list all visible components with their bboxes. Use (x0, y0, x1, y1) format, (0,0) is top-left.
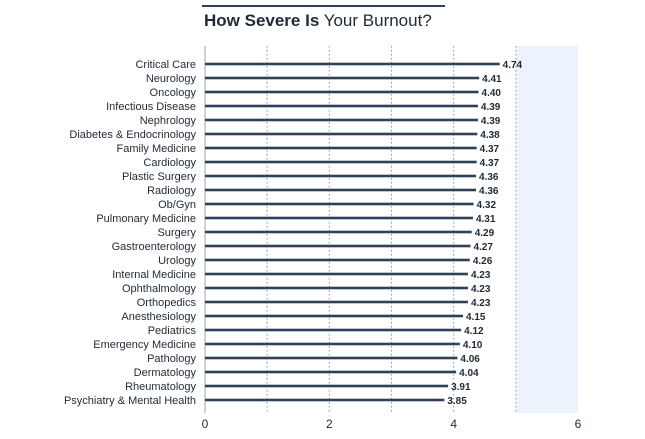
value-label: 4.39 (480, 102, 501, 113)
category-label: Gastroenterology (111, 241, 196, 253)
bar (205, 63, 500, 66)
value-label: 4.40 (481, 88, 502, 99)
category-label: Neurology (145, 73, 196, 85)
value-label: 4.32 (476, 200, 497, 211)
bar (205, 91, 479, 94)
category-label: Psychiatry & Mental Health (63, 395, 196, 407)
value-label: 4.10 (462, 340, 483, 351)
category-label: Rheumatology (125, 381, 196, 393)
category-label: Orthopedics (136, 297, 196, 309)
bar (205, 301, 468, 304)
value-label: 4.39 (480, 116, 501, 127)
bar (205, 119, 478, 122)
bar (205, 231, 472, 234)
bar (205, 273, 468, 276)
value-label: 4.26 (472, 256, 493, 267)
bar (205, 385, 448, 388)
value-label: 4.23 (470, 284, 491, 295)
value-label: 3.91 (451, 382, 471, 393)
value-label: 4.36 (479, 172, 499, 183)
bar (205, 245, 470, 248)
category-label: Radiology (147, 185, 196, 197)
category-label: Anesthesiology (121, 311, 196, 323)
value-label: 4.29 (474, 228, 495, 239)
value-label: 4.15 (465, 312, 486, 323)
bar (205, 133, 477, 136)
value-label: 4.23 (470, 298, 491, 309)
category-label: Ob/Gyn (158, 199, 196, 211)
bar (205, 189, 476, 192)
bar (205, 77, 479, 80)
category-label: Family Medicine (116, 143, 196, 155)
x-tick-label: 6 (574, 417, 582, 431)
category-label: Infectious Disease (106, 101, 196, 113)
bar (205, 259, 470, 262)
bar (205, 217, 473, 220)
bar (205, 147, 477, 150)
category-label: Pediatrics (147, 325, 196, 337)
value-label: 4.37 (479, 158, 500, 169)
value-label: 4.37 (479, 144, 500, 155)
bar (205, 315, 463, 318)
value-label: 4.41 (482, 74, 502, 85)
bar (205, 287, 468, 290)
category-label: Surgery (157, 227, 196, 239)
category-label: Oncology (149, 87, 196, 99)
category-label: Pathology (147, 353, 196, 365)
category-label: Nephrology (139, 115, 196, 127)
category-label: Pulmonary Medicine (96, 213, 196, 225)
bar (205, 329, 461, 332)
x-tick-label: 4 (450, 417, 458, 431)
value-label: 4.27 (473, 242, 493, 253)
bar (205, 399, 444, 402)
category-label: Ophthalmology (122, 283, 196, 295)
value-label: 4.31 (475, 214, 496, 225)
category-label: Diabetes & Endocrinology (69, 129, 196, 141)
value-label: 4.12 (464, 326, 484, 337)
x-tick-label: 0 (201, 417, 209, 431)
category-label: Urology (158, 255, 196, 267)
value-label: 4.06 (460, 354, 480, 365)
value-label: 4.23 (470, 270, 491, 281)
category-label: Cardiology (143, 157, 196, 169)
bar (205, 343, 460, 346)
category-label: Plastic Surgery (122, 171, 196, 183)
value-label: 4.04 (459, 368, 479, 379)
value-label: 4.38 (480, 130, 500, 141)
bar (205, 203, 474, 206)
bar (205, 175, 476, 178)
value-label: 4.74 (502, 60, 523, 71)
chart-title-bold: How Severe Is (204, 11, 320, 30)
category-label: Critical Care (135, 59, 196, 71)
bar (205, 105, 478, 108)
bar (205, 371, 456, 374)
category-label: Emergency Medicine (93, 339, 196, 351)
bar (205, 357, 457, 360)
bar (205, 161, 477, 164)
category-label: Internal Medicine (112, 269, 196, 281)
x-tick-label: 2 (325, 417, 333, 431)
value-label: 3.85 (447, 396, 467, 407)
shaded-region (516, 46, 578, 413)
value-label: 4.36 (479, 186, 499, 197)
chart-title-regular: Your Burnout? (323, 11, 432, 30)
category-label: Dermatology (133, 367, 196, 379)
